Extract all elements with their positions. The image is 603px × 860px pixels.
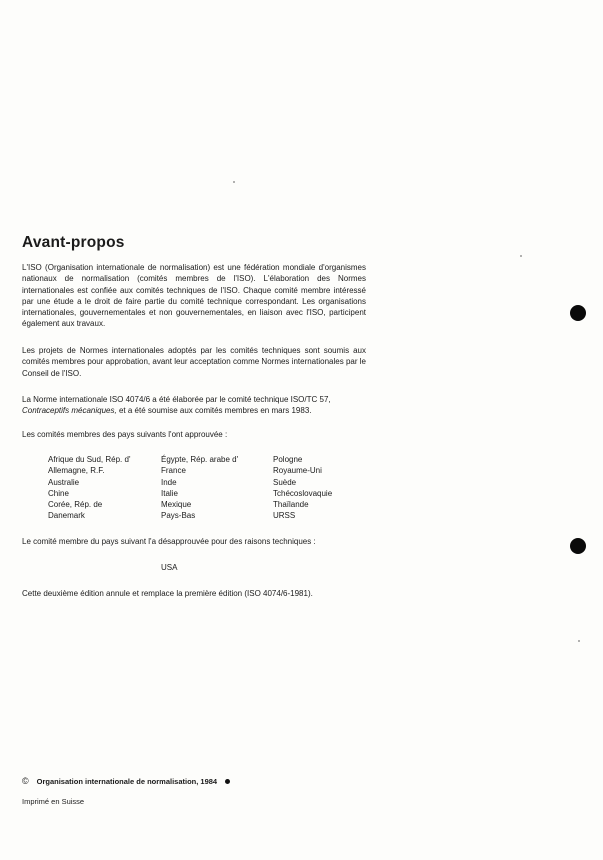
committee-name: Contraceptifs mécaniques, (22, 406, 117, 416)
paragraph-iso-intro: L'ISO (Organisation internationale de normalisation) est une fédération mondiale d'organismes nationaux de normalisation (comités membres de l'ISO). L'élaboration des Normes internationales est confiée aux comités techniques de l'ISO. Chaque comité membre intéressé par une étude a le droit de faire partie du comité technique correspondant. Les organisations internationales, gouvernementales et non gouvernementales, en liaison avec l'ISO, participent également aux travaux. (22, 263, 366, 329)
scan-speck (578, 640, 580, 642)
disapproving-country: USA (161, 563, 178, 572)
countries-column-3 (273, 454, 332, 522)
country-item: Suède (273, 477, 297, 487)
page-title: Avant-propos (22, 234, 125, 251)
paragraph-standard-origin (22, 394, 366, 417)
paragraph-drafts: Les projets de Normes internationales adoptés par les comités techniques sont soumis aux comités membres pour approbation, avant leur acceptation comme Normes internationales par le Conseil de l'ISO. (22, 346, 366, 378)
country-item: Chine (48, 488, 69, 498)
copyright-icon: © (22, 776, 29, 786)
copyright-line (22, 776, 230, 786)
punch-hole-icon (570, 538, 586, 554)
country-item: Danemark (48, 511, 85, 521)
bullet-dot-icon (225, 779, 230, 784)
country-item: Allemagne, R.F. (48, 466, 105, 476)
country-item: Afrique du Sud, Rép. d' (48, 455, 131, 464)
country-item: Thaïlande (273, 500, 309, 510)
country-item: Pays-Bas (161, 511, 196, 521)
paragraph-disapprovals: Le comité membre du pays suivant l'a désapprouvée pour des raisons techniques : (22, 537, 316, 546)
country-item: Australie (48, 477, 80, 487)
country-item: Égypte, Rép. arabe d' (161, 455, 239, 464)
paragraph-standard-origin-end: et a été soumise aux comités membres en mars 1983. (118, 406, 312, 416)
scan-speck (520, 255, 522, 257)
country-item: Mexique (161, 500, 192, 510)
scan-speck (233, 181, 235, 183)
paragraph-edition-note: Cette deuxième édition annule et remplace la première édition (ISO 4074/6-1981). (22, 589, 313, 598)
country-item: Pologne (273, 455, 303, 464)
printed-in: Imprimé en Suisse (22, 797, 85, 806)
countries-column-2 (161, 454, 238, 522)
paragraph-approvals: Les comités membres des pays suivants l'ont approuvée : (22, 430, 228, 439)
country-item: Royaume-Uni (273, 466, 322, 476)
copyright-organization: Organisation internationale de normalisation, 1984 (36, 776, 218, 786)
country-item: Corée, Rép. de (48, 500, 103, 510)
country-item: URSS (273, 511, 296, 521)
paragraph-standard-origin-start: La Norme internationale ISO 4074/6 a été élaborée par le comité technique ISO/TC 57, (22, 395, 331, 404)
country-item: France (161, 466, 186, 476)
country-item: Italie (161, 488, 178, 498)
country-item: Tchécoslovaquie (273, 488, 333, 498)
countries-column-1 (48, 454, 130, 522)
punch-hole-icon (570, 305, 586, 321)
country-item: Inde (161, 477, 177, 487)
